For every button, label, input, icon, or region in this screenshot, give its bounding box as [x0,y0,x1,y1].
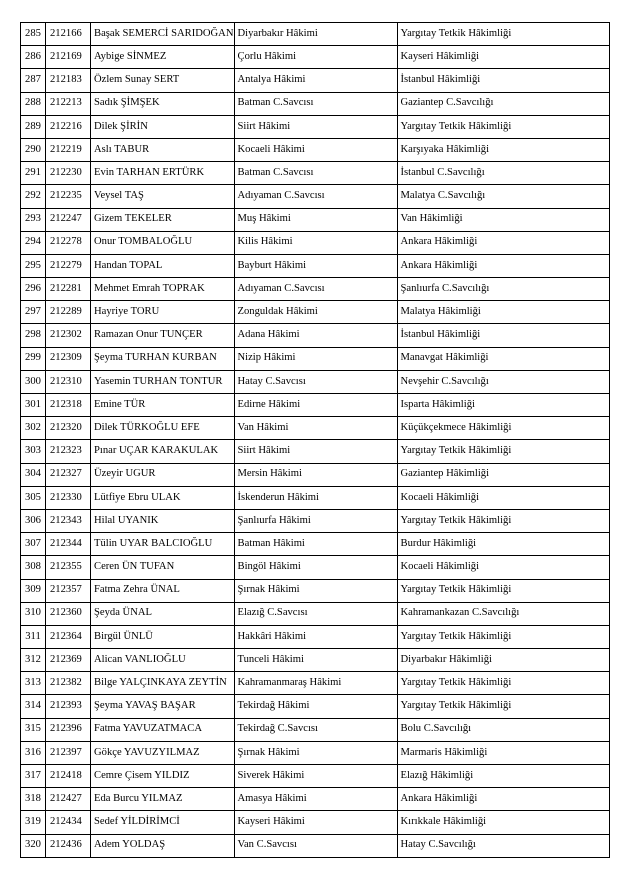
table-row [21,672,610,695]
row-number-cell: 299 [21,347,46,370]
registry-number-cell: 212219 [46,138,91,161]
row-number-cell: 305 [21,486,46,509]
row-number-cell: 311 [21,625,46,648]
registry-number-cell: 212427 [46,788,91,811]
assigned-post-cell: Yargıtay Tetkik Hâkimliği [397,23,609,46]
person-name-cell: Özlem Sunay SERT [91,69,235,92]
current-post-cell: Elazığ C.Savcısı [234,602,397,625]
current-post-cell: Çorlu Hâkimi [234,46,397,69]
current-post-cell: Van C.Savcısı [234,834,397,857]
current-post-cell: Batman C.Savcısı [234,92,397,115]
registry-number-cell: 212396 [46,718,91,741]
person-name-cell: Gökçe YAVUZYILMAZ [91,741,235,764]
registry-number-cell: 212302 [46,324,91,347]
current-post-cell: İskenderun Hâkimi [234,486,397,509]
row-number-cell: 316 [21,741,46,764]
current-post-cell: Tunceli Hâkimi [234,649,397,672]
person-name-cell: Şeyma TURHAN KURBAN [91,347,235,370]
table-row [21,649,610,672]
person-name-cell: Evin TARHAN ERTÜRK [91,162,235,185]
document-page [20,22,610,858]
table-row [21,533,610,556]
registry-number-cell: 212320 [46,417,91,440]
current-post-cell: Antalya Hâkimi [234,69,397,92]
row-number-cell: 286 [21,46,46,69]
current-post-cell: Edirne Hâkimi [234,394,397,417]
row-number-cell: 287 [21,69,46,92]
registry-number-cell: 212330 [46,486,91,509]
table-row [21,92,610,115]
registry-number-cell: 212360 [46,602,91,625]
table-row [21,46,610,69]
registry-number-cell: 212235 [46,185,91,208]
row-number-cell: 300 [21,370,46,393]
assigned-post-cell: Diyarbakır Hâkimliği [397,649,609,672]
row-number-cell: 292 [21,185,46,208]
current-post-cell: Şırnak Hâkimi [234,579,397,602]
assigned-post-cell: Yargıtay Tetkik Hâkimliği [397,695,609,718]
current-post-cell: Nizip Hâkimi [234,347,397,370]
registry-number-cell: 212355 [46,556,91,579]
appointment-table [20,22,610,858]
row-number-cell: 302 [21,417,46,440]
table-row [21,579,610,602]
person-name-cell: Sadık ŞİMŞEK [91,92,235,115]
assigned-post-cell: Burdur Hâkimliği [397,533,609,556]
registry-number-cell: 212318 [46,394,91,417]
registry-number-cell: 212369 [46,649,91,672]
row-number-cell: 295 [21,254,46,277]
person-name-cell: Üzeyir UGUR [91,463,235,486]
row-number-cell: 294 [21,231,46,254]
assigned-post-cell: Ankara Hâkimliği [397,254,609,277]
registry-number-cell: 212166 [46,23,91,46]
table-row [21,23,610,46]
registry-number-cell: 212436 [46,834,91,857]
person-name-cell: Dilek ŞİRİN [91,115,235,138]
table-row [21,115,610,138]
row-number-cell: 290 [21,138,46,161]
person-name-cell: Bilge YALÇINKAYA ZEYTİN [91,672,235,695]
current-post-cell: Adıyaman C.Savcısı [234,278,397,301]
current-post-cell: Batman C.Savcısı [234,162,397,185]
table-row [21,254,610,277]
row-number-cell: 297 [21,301,46,324]
person-name-cell: Handan TOPAL [91,254,235,277]
table-row [21,765,610,788]
registry-number-cell: 212397 [46,741,91,764]
assigned-post-cell: Kırıkkale Hâkimliği [397,811,609,834]
person-name-cell: Ceren ÜN TUFAN [91,556,235,579]
person-name-cell: Hilal UYANIK [91,509,235,532]
current-post-cell: Bayburt Hâkimi [234,254,397,277]
registry-number-cell: 212343 [46,509,91,532]
registry-number-cell: 212279 [46,254,91,277]
table-row [21,486,610,509]
registry-number-cell: 212364 [46,625,91,648]
table-row [21,463,610,486]
assigned-post-cell: Isparta Hâkimliği [397,394,609,417]
table-row [21,208,610,231]
person-name-cell: Aybige SİNMEZ [91,46,235,69]
table-row [21,69,610,92]
table-row [21,185,610,208]
table-row [21,301,610,324]
person-name-cell: Yasemin TURHAN TONTUR [91,370,235,393]
row-number-cell: 301 [21,394,46,417]
registry-number-cell: 212247 [46,208,91,231]
table-row [21,162,610,185]
current-post-cell: Diyarbakır Hâkimi [234,23,397,46]
row-number-cell: 310 [21,602,46,625]
table-row [21,602,610,625]
person-name-cell: Fatma YAVUZATMACA [91,718,235,741]
table-row [21,811,610,834]
current-post-cell: Adana Hâkimi [234,324,397,347]
table-row [21,718,610,741]
assigned-post-cell: Marmaris Hâkimliği [397,741,609,764]
current-post-cell: Siirt Hâkimi [234,440,397,463]
person-name-cell: Sedef YİLDİRİMCİ [91,811,235,834]
row-number-cell: 303 [21,440,46,463]
person-name-cell: Hayriye TORU [91,301,235,324]
person-name-cell: Tülin UYAR BALCIOĞLU [91,533,235,556]
row-number-cell: 293 [21,208,46,231]
assigned-post-cell: Yargıtay Tetkik Hâkimliği [397,672,609,695]
row-number-cell: 312 [21,649,46,672]
person-name-cell: Cemre Çisem YILDIZ [91,765,235,788]
assigned-post-cell: Bolu C.Savcılığı [397,718,609,741]
row-number-cell: 288 [21,92,46,115]
registry-number-cell: 212310 [46,370,91,393]
row-number-cell: 306 [21,509,46,532]
row-number-cell: 296 [21,278,46,301]
registry-number-cell: 212344 [46,533,91,556]
table-row [21,347,610,370]
assigned-post-cell: Gaziantep Hâkimliği [397,463,609,486]
assigned-post-cell: İstanbul Hâkimliği [397,324,609,347]
table-row [21,834,610,857]
current-post-cell: Siirt Hâkimi [234,115,397,138]
assigned-post-cell: Hatay C.Savcılığı [397,834,609,857]
current-post-cell: Zonguldak Hâkimi [234,301,397,324]
assigned-post-cell: Ankara Hâkimliği [397,231,609,254]
registry-number-cell: 212289 [46,301,91,324]
row-number-cell: 318 [21,788,46,811]
person-name-cell: Birgül ÜNLÜ [91,625,235,648]
current-post-cell: Amasya Hâkimi [234,788,397,811]
current-post-cell: Adıyaman C.Savcısı [234,185,397,208]
current-post-cell: Mersin Hâkimi [234,463,397,486]
current-post-cell: Muş Hâkimi [234,208,397,231]
person-name-cell: Şeyma YAVAŞ BAŞAR [91,695,235,718]
row-number-cell: 313 [21,672,46,695]
person-name-cell: Veysel TAŞ [91,185,235,208]
table-row [21,741,610,764]
current-post-cell: Hakkâri Hâkimi [234,625,397,648]
person-name-cell: Gizem TEKELER [91,208,235,231]
current-post-cell: Siverek Hâkimi [234,765,397,788]
assigned-post-cell: Kayseri Hâkimliği [397,46,609,69]
assigned-post-cell: Yargıtay Tetkik Hâkimliği [397,115,609,138]
table-row [21,231,610,254]
table-row [21,788,610,811]
assigned-post-cell: İstanbul C.Savcılığı [397,162,609,185]
row-number-cell: 289 [21,115,46,138]
row-number-cell: 304 [21,463,46,486]
registry-number-cell: 212393 [46,695,91,718]
row-number-cell: 298 [21,324,46,347]
person-name-cell: Emine TÜR [91,394,235,417]
row-number-cell: 320 [21,834,46,857]
current-post-cell: Van Hâkimi [234,417,397,440]
table-row [21,370,610,393]
row-number-cell: 308 [21,556,46,579]
assigned-post-cell: Yargıtay Tetkik Hâkimliği [397,579,609,602]
person-name-cell: Fatma Zehra ÜNAL [91,579,235,602]
table-row [21,695,610,718]
person-name-cell: Lütfiye Ebru ULAK [91,486,235,509]
table-row [21,440,610,463]
registry-number-cell: 212382 [46,672,91,695]
current-post-cell: Tekirdağ Hâkimi [234,695,397,718]
row-number-cell: 307 [21,533,46,556]
assigned-post-cell: Manavgat Hâkimliği [397,347,609,370]
person-name-cell: Alican VANLIOĞLU [91,649,235,672]
current-post-cell: Şırnak Hâkimi [234,741,397,764]
person-name-cell: Ramazan Onur TUNÇER [91,324,235,347]
table-row [21,394,610,417]
row-number-cell: 314 [21,695,46,718]
person-name-cell: Mehmet Emrah TOPRAK [91,278,235,301]
table-row [21,509,610,532]
current-post-cell: Tekirdağ C.Savcısı [234,718,397,741]
assigned-post-cell: Karşıyaka Hâkimliği [397,138,609,161]
table-body [21,23,610,858]
row-number-cell: 317 [21,765,46,788]
person-name-cell: Adem YOLDAŞ [91,834,235,857]
registry-number-cell: 212418 [46,765,91,788]
person-name-cell: Onur TOMBALOĞLU [91,231,235,254]
assigned-post-cell: Kocaeli Hâkimliği [397,486,609,509]
table-row [21,625,610,648]
current-post-cell: Bingöl Hâkimi [234,556,397,579]
registry-number-cell: 212281 [46,278,91,301]
row-number-cell: 309 [21,579,46,602]
assigned-post-cell: Gaziantep C.Savcılığı [397,92,609,115]
assigned-post-cell: Kahramankazan C.Savcılığı [397,602,609,625]
table-row [21,417,610,440]
registry-number-cell: 212216 [46,115,91,138]
registry-number-cell: 212327 [46,463,91,486]
registry-number-cell: 212213 [46,92,91,115]
person-name-cell: Pınar UÇAR KARAKULAK [91,440,235,463]
table-row [21,324,610,347]
current-post-cell: Kahramanmaraş Hâkimi [234,672,397,695]
row-number-cell: 291 [21,162,46,185]
assigned-post-cell: Malatya Hâkimliği [397,301,609,324]
table-row [21,138,610,161]
assigned-post-cell: Elazığ Hâkimliği [397,765,609,788]
row-number-cell: 315 [21,718,46,741]
row-number-cell: 319 [21,811,46,834]
table-row [21,556,610,579]
registry-number-cell: 212183 [46,69,91,92]
registry-number-cell: 212323 [46,440,91,463]
assigned-post-cell: Nevşehir C.Savcılığı [397,370,609,393]
person-name-cell: Dilek TÜRKOĞLU EFE [91,417,235,440]
registry-number-cell: 212309 [46,347,91,370]
current-post-cell: Kocaeli Hâkimi [234,138,397,161]
registry-number-cell: 212357 [46,579,91,602]
current-post-cell: Kilis Hâkimi [234,231,397,254]
current-post-cell: Şanlıurfa Hâkimi [234,509,397,532]
assigned-post-cell: Küçükçekmece Hâkimliği [397,417,609,440]
assigned-post-cell: Kocaeli Hâkimliği [397,556,609,579]
current-post-cell: Kayseri Hâkimi [234,811,397,834]
assigned-post-cell: Şanlıurfa C.Savcılığı [397,278,609,301]
assigned-post-cell: Yargıtay Tetkik Hâkimliği [397,440,609,463]
person-name-cell: Eda Burcu YILMAZ [91,788,235,811]
registry-number-cell: 212230 [46,162,91,185]
assigned-post-cell: Ankara Hâkimliği [397,788,609,811]
assigned-post-cell: Yargıtay Tetkik Hâkimliği [397,625,609,648]
assigned-post-cell: Malatya C.Savcılığı [397,185,609,208]
current-post-cell: Hatay C.Savcısı [234,370,397,393]
assigned-post-cell: Van Hâkimliği [397,208,609,231]
person-name-cell: Başak SEMERCİ SARIDOĞAN [91,23,235,46]
registry-number-cell: 212434 [46,811,91,834]
table-row [21,278,610,301]
row-number-cell: 285 [21,23,46,46]
assigned-post-cell: Yargıtay Tetkik Hâkimliği [397,509,609,532]
person-name-cell: Şeyda ÜNAL [91,602,235,625]
registry-number-cell: 212169 [46,46,91,69]
registry-number-cell: 212278 [46,231,91,254]
current-post-cell: Batman Hâkimi [234,533,397,556]
assigned-post-cell: İstanbul Hâkimliği [397,69,609,92]
person-name-cell: Aslı TABUR [91,138,235,161]
